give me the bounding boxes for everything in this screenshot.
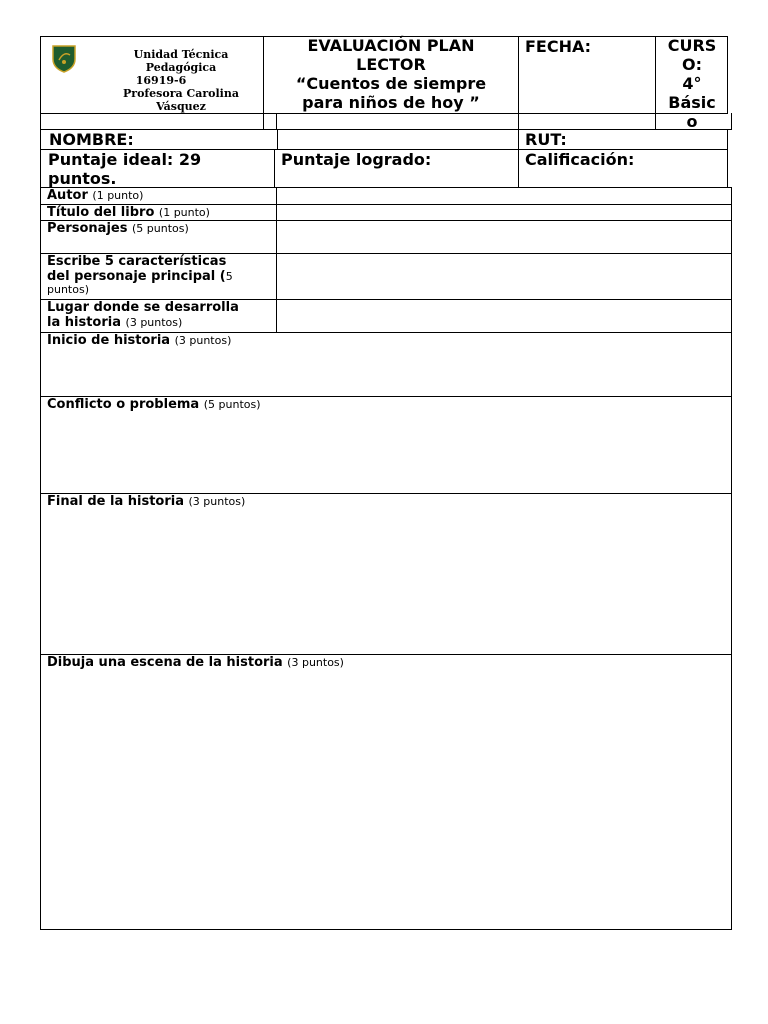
curso-label (656, 36, 728, 131)
titulo-row (47, 205, 210, 220)
title-line: LECTOR (356, 55, 426, 74)
titulo-label: Título del libro (47, 205, 155, 220)
lugar-label-2: la historia (47, 315, 121, 330)
puntaje-ideal-line: puntos. (48, 169, 117, 188)
caracteristicas-label: Escribe 5 características (47, 254, 227, 269)
final-points: (3 puntos) (188, 495, 246, 508)
inicio-label: Inicio de historia (47, 333, 171, 348)
teacher-name: Profesora Carolina Vásquez (123, 87, 239, 113)
conflicto-row (47, 397, 261, 412)
curso-line: CURS (667, 36, 717, 55)
inicio-row (47, 333, 231, 348)
school-crest-icon (50, 43, 78, 73)
caracteristicas-points-2: puntos) (47, 283, 89, 296)
inicio-points: (3 puntos) (174, 334, 232, 347)
dibuja-label: Dibuja una escena de la historia (47, 655, 283, 670)
titulo-answer-field[interactable] (277, 205, 731, 220)
rut-label: RUT: (525, 130, 567, 149)
page-title (264, 36, 518, 112)
title-line: para niños de hoy ” (302, 93, 480, 112)
puntaje-ideal-line: Puntaje ideal: 29 (48, 150, 202, 169)
curso-line: o (686, 112, 698, 131)
institution-info (100, 48, 262, 113)
dibuja-points: (3 puntos) (287, 656, 344, 669)
caracteristicas-label-2: del personaje principal ( (47, 269, 226, 284)
lugar-row (47, 300, 275, 330)
puntaje-ideal (48, 150, 201, 188)
info-col-divider (274, 149, 275, 188)
title-line: “Cuentos de siempre (295, 74, 487, 93)
lugar-label: Lugar donde se desarrolla (47, 300, 239, 315)
caracteristicas-answer-field[interactable] (277, 254, 731, 299)
caracteristicas-points: 5 (225, 270, 233, 283)
institution-name: Unidad Técnica Pedagógica (133, 48, 229, 74)
curso-line: O: (682, 55, 702, 74)
drawing-area[interactable] (41, 672, 731, 929)
final-row (47, 494, 245, 509)
titulo-points: (1 punto) (158, 206, 210, 219)
nombre-label: NOMBRE: (49, 130, 134, 149)
title-line: EVALUACIÓN PLAN (307, 36, 475, 55)
institution-code: 16919-6 (135, 74, 187, 87)
info-col-divider (277, 129, 278, 149)
final-label: Final de la historia (47, 494, 184, 509)
curso-line: Básic (668, 93, 716, 112)
autor-label: Autor (47, 188, 88, 203)
autor-points: (1 punto) (92, 189, 144, 202)
caracteristicas-row (47, 254, 275, 296)
info-col-divider (518, 129, 519, 188)
strip-divider (40, 113, 41, 130)
autor-row (47, 188, 143, 203)
curso-line: 4° (682, 74, 702, 93)
header-divider (518, 36, 519, 130)
personajes-answer-field[interactable] (277, 221, 731, 253)
final-answer-field[interactable] (41, 511, 731, 654)
personajes-points: (5 puntos) (132, 222, 189, 235)
conflicto-answer-field[interactable] (41, 414, 731, 493)
lugar-answer-field[interactable] (277, 300, 731, 332)
lugar-points: (3 puntos) (125, 316, 183, 329)
puntaje-logrado-label: Puntaje logrado: (281, 150, 432, 169)
conflicto-points: (5 puntos) (203, 398, 261, 411)
conflicto-label: Conflicto o problema (47, 397, 200, 412)
dibuja-row (47, 655, 344, 670)
autor-answer-field[interactable] (277, 188, 731, 204)
calificacion-label: Calificación: (525, 150, 635, 169)
fecha-label: FECHA: (525, 37, 592, 56)
strip-divider (276, 113, 277, 130)
personajes-label: Personajes (47, 221, 128, 236)
inicio-answer-field[interactable] (41, 350, 731, 396)
strip-divider (731, 113, 732, 130)
personajes-row (47, 221, 189, 236)
